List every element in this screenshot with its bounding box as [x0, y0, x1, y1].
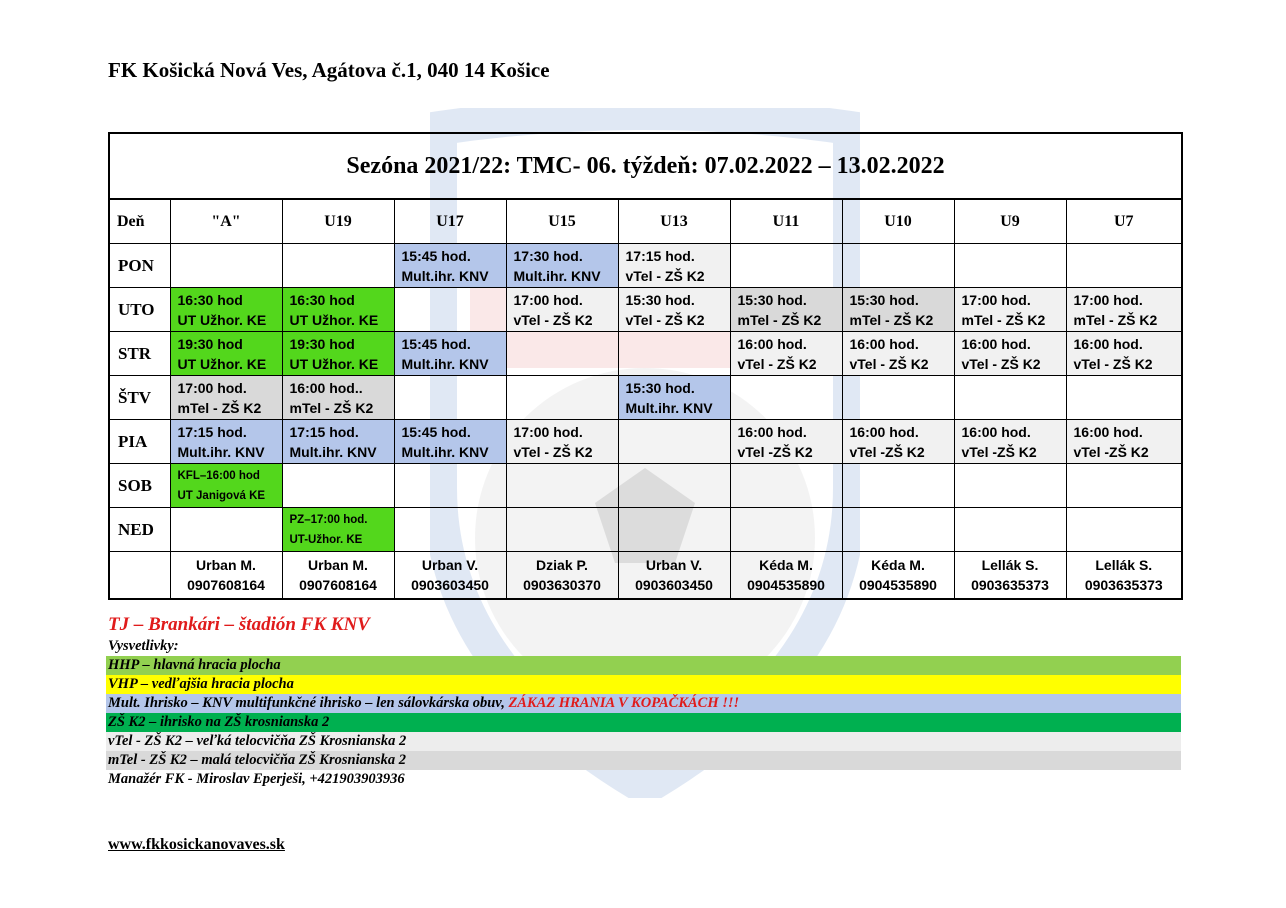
schedule-cell: [954, 376, 1066, 420]
coach-name: Kéda M.: [759, 557, 813, 573]
training-time: 16:00 hod.: [961, 423, 1031, 440]
training-place: Mult.ihr. KNV: [401, 267, 489, 284]
coach-cell: [730, 552, 842, 600]
schedule-cell: [618, 332, 730, 376]
legend-vtel: vTel - ZŠ K2 – veľká telocvičňa ZŠ Krosnianska 2: [106, 732, 1181, 751]
schedule-cell: [1066, 464, 1182, 508]
schedule-cell: [618, 508, 730, 552]
schedule-cell: [1066, 508, 1182, 552]
training-time: 17:30 hod.: [513, 247, 583, 264]
schedule-cell: [730, 376, 842, 420]
training-time: 17:00 hod.: [1073, 291, 1143, 308]
schedule-cell: [842, 332, 954, 376]
schedule-cell: [954, 464, 1066, 508]
training-place: vTel - ZŠ K2: [513, 311, 593, 328]
legend-zs: ZŠ K2 – ihrisko na ZŠ krosnianska 2: [106, 713, 1181, 732]
column-header: U19: [282, 199, 394, 244]
schedule-cell: [842, 464, 954, 508]
day-column-header: Deň: [109, 199, 170, 244]
schedule-title: Sezóna 2021/22: TMC- 06. týždeň: 07.02.2022 – 13.02.2022: [109, 133, 1182, 199]
coach-phone: 0903630370: [523, 577, 601, 593]
schedule-cell: [282, 288, 394, 332]
schedule-row: [109, 464, 1182, 508]
column-header: U11: [730, 199, 842, 244]
training-time: 16:00 hod.: [1073, 423, 1143, 440]
schedule-cell: [1066, 376, 1182, 420]
schedule-cell: [394, 244, 506, 288]
schedule-cell: [506, 244, 618, 288]
schedule-cell: [618, 288, 730, 332]
coach-phone: 0903635373: [971, 577, 1049, 593]
coach-name: Lellák S.: [981, 557, 1039, 573]
coach-name: Urban M.: [308, 557, 368, 573]
coach-cell: [282, 552, 394, 600]
training-place: vTel - ZŠ K2: [625, 267, 705, 284]
training-time: 16:00 hod.: [1073, 335, 1143, 352]
training-time: 17:15 hod.: [625, 247, 695, 264]
schedule-cell: [394, 420, 506, 464]
schedule-cell: [954, 420, 1066, 464]
schedule-cell: [170, 376, 282, 420]
legend-mult: [106, 694, 1181, 713]
training-time: 15:30 hod.: [625, 291, 695, 308]
schedule-cell: [730, 244, 842, 288]
day-label: SOB: [109, 464, 170, 508]
website-link[interactable]: www.fkkosickanovaves.sk: [108, 836, 285, 853]
schedule-cell: [170, 332, 282, 376]
schedule-cell: [170, 508, 282, 552]
coach-phone: 0903603450: [411, 577, 489, 593]
training-time: 17:00 hod.: [513, 423, 583, 440]
training-place: Mult.ihr. KNV: [177, 443, 265, 460]
schedule-cell: [954, 244, 1066, 288]
schedule-row: [109, 288, 1182, 332]
coach-cell: [1066, 552, 1182, 600]
legend-vhp: VHP – vedľajšia hracia plocha: [106, 675, 1181, 694]
schedule-cell: [394, 332, 506, 376]
training-place: vTel - ZŠ K2: [961, 355, 1041, 372]
training-time: 16:00 hod.: [961, 335, 1031, 352]
training-time: KFL–16:00 hod: [177, 469, 260, 482]
schedule-cell: [282, 244, 394, 288]
schedule-cell: [730, 420, 842, 464]
schedule-cell: [394, 508, 506, 552]
schedule-cell: [394, 464, 506, 508]
schedule-row: [109, 420, 1182, 464]
training-place: mTel - ZŠ K2: [849, 311, 934, 328]
schedule-cell: [1066, 244, 1182, 288]
training-place: Mult.ihr. KNV: [625, 399, 713, 416]
training-schedule-table: [108, 132, 1183, 600]
training-place: mTel - ZŠ K2: [289, 399, 374, 416]
training-place: UT Užhor. KE: [177, 355, 267, 372]
coach-cell: [394, 552, 506, 600]
training-time: 15:45 hod.: [401, 335, 471, 352]
coach-phone: 0903603450: [635, 577, 713, 593]
column-header: U10: [842, 199, 954, 244]
legend-manager: Manažér FK - Miroslav Eperješi, +421903903936: [108, 771, 405, 787]
training-time: 16:00 hod.: [737, 335, 807, 352]
schedule-cell: [730, 332, 842, 376]
schedule-cell: [954, 288, 1066, 332]
legend-mult-warning: ZÁKAZ HRANIA V KOPAČKÁCH !!!: [508, 695, 740, 711]
column-header: U13: [618, 199, 730, 244]
schedule-row: [109, 244, 1182, 288]
training-time: 17:00 hod.: [177, 379, 247, 396]
schedule-cell: [954, 508, 1066, 552]
schedule-cell: [506, 420, 618, 464]
training-place: mTel - ZŠ K2: [1073, 311, 1158, 328]
organization-address: FK Košická Nová Ves, Agátova č.1, 040 14 Košice: [108, 58, 550, 82]
training-place: mTel - ZŠ K2: [737, 311, 822, 328]
training-time: 15:30 hod.: [737, 291, 807, 308]
coach-name: Dziak P.: [536, 557, 588, 573]
schedule-cell: [842, 244, 954, 288]
schedule-cell: [170, 420, 282, 464]
schedule-row: [109, 376, 1182, 420]
column-header: U9: [954, 199, 1066, 244]
schedule-cell: [618, 420, 730, 464]
coach-name: Urban M.: [196, 557, 256, 573]
schedule-cell: [506, 376, 618, 420]
schedule-cell: [618, 464, 730, 508]
training-place: UT Užhor. KE: [289, 355, 379, 372]
training-place: UT Janigová KE: [177, 489, 266, 502]
day-label: NED: [109, 508, 170, 552]
training-time: 16:00 hod..: [289, 379, 363, 396]
column-header: "A": [170, 199, 282, 244]
schedule-cell: [842, 420, 954, 464]
training-time: 17:00 hod.: [513, 291, 583, 308]
schedule-cell: [842, 508, 954, 552]
schedule-cell: [282, 508, 394, 552]
schedule-cell: [506, 332, 618, 376]
schedule-cell: [170, 464, 282, 508]
schedule-cell: [394, 376, 506, 420]
column-header: U15: [506, 199, 618, 244]
training-place: vTel - ZŠ K2: [513, 443, 593, 460]
schedule-cell: [282, 420, 394, 464]
training-time: 16:00 hod.: [849, 423, 919, 440]
training-place: vTel -ZŠ K2: [961, 443, 1037, 460]
goalkeepers-note: TJ – Brankári – štadión FK KNV: [108, 614, 370, 635]
training-time: 15:45 hod.: [401, 247, 471, 264]
schedule-cell: [282, 464, 394, 508]
training-time: 16:00 hod.: [849, 335, 919, 352]
training-time: 15:45 hod.: [401, 423, 471, 440]
training-place: vTel - ZŠ K2: [737, 355, 817, 372]
day-label: UTO: [109, 288, 170, 332]
coach-cell: [954, 552, 1066, 600]
training-place: mTel - ZŠ K2: [177, 399, 262, 416]
training-place: vTel - ZŠ K2: [625, 311, 705, 328]
column-header: U7: [1066, 199, 1182, 244]
day-label: PON: [109, 244, 170, 288]
schedule-cell: [618, 376, 730, 420]
schedule-row: [109, 332, 1182, 376]
empty-cell: [109, 552, 170, 600]
coach-cell: [170, 552, 282, 600]
coach-cell: [506, 552, 618, 600]
schedule-cell: [842, 288, 954, 332]
training-time: 17:15 hod.: [177, 423, 247, 440]
training-time: 19:30 hod: [289, 335, 355, 352]
training-time: 15:30 hod.: [625, 379, 695, 396]
schedule-cell: [618, 244, 730, 288]
training-time: 15:30 hod.: [849, 291, 919, 308]
schedule-row: [109, 508, 1182, 552]
coach-cell: [618, 552, 730, 600]
training-place: Mult.ihr. KNV: [401, 443, 489, 460]
training-place: vTel - ZŠ K2: [1073, 355, 1153, 372]
coach-phone: 0907608164: [187, 577, 265, 593]
coach-cell: [842, 552, 954, 600]
training-time: 17:00 hod.: [961, 291, 1031, 308]
schedule-cell: [730, 288, 842, 332]
legend-mult-text: Mult. Ihrisko – KNV multifunkčné ihrisko – len sálovkárska obuv,: [108, 695, 509, 711]
schedule-cell: [954, 332, 1066, 376]
coach-phone: 0907608164: [299, 577, 377, 593]
schedule-cell: [170, 244, 282, 288]
training-time: 16:00 hod.: [737, 423, 807, 440]
training-time: 16:30 hod: [177, 291, 243, 308]
training-place: Mult.ihr. KNV: [289, 443, 377, 460]
coach-phone: 0903635373: [1084, 577, 1163, 593]
legend-hhp: HHP – hlavná hracia plocha: [106, 656, 1181, 675]
legend-mtel: mTel - ZŠ K2 – malá telocvičňa ZŠ Krosnianska 2: [106, 751, 1181, 770]
training-time: PZ–17:00 hod.: [289, 513, 368, 526]
schedule-cell: [506, 508, 618, 552]
training-time: 16:30 hod: [289, 291, 355, 308]
training-place: vTel - ZŠ K2: [849, 355, 929, 372]
day-label: ŠTV: [109, 376, 170, 420]
schedule-cell: [394, 288, 506, 332]
legend-title: Vysvetlivky:: [108, 638, 179, 654]
training-place: vTel -ZŠ K2: [849, 443, 925, 460]
schedule-cell: [282, 376, 394, 420]
schedule-cell: [842, 376, 954, 420]
coach-phone: 0904535890: [859, 577, 937, 593]
schedule-cell: [506, 464, 618, 508]
day-label: STR: [109, 332, 170, 376]
day-label: PIA: [109, 420, 170, 464]
training-place: Mult.ihr. KNV: [513, 267, 601, 284]
schedule-cell: [1066, 288, 1182, 332]
coach-name: Urban V.: [421, 557, 479, 573]
schedule-cell: [282, 332, 394, 376]
schedule-cell: [730, 508, 842, 552]
training-place: vTel -ZŠ K2: [737, 443, 813, 460]
coach-name: Lellák S.: [1095, 557, 1153, 573]
schedule-cell: [506, 288, 618, 332]
schedule-cell: [1066, 420, 1182, 464]
training-time: 19:30 hod: [177, 335, 243, 352]
training-place: UT Užhor. KE: [177, 311, 267, 328]
column-header: U17: [394, 199, 506, 244]
coach-name: Urban V.: [645, 557, 703, 573]
coaches-row: [109, 552, 1182, 600]
schedule-cell: [730, 464, 842, 508]
training-place: mTel - ZŠ K2: [961, 311, 1046, 328]
training-place: vTel -ZŠ K2: [1073, 443, 1149, 460]
training-place: Mult.ihr. KNV: [401, 355, 489, 372]
schedule-cell: [1066, 332, 1182, 376]
coach-phone: 0904535890: [747, 577, 825, 593]
training-time: 17:15 hod.: [289, 423, 359, 440]
coach-name: Kéda M.: [871, 557, 925, 573]
schedule-cell: [170, 288, 282, 332]
legend: [106, 637, 1181, 789]
training-place: UT Užhor. KE: [289, 311, 379, 328]
training-place: UT-Užhor. KE: [289, 533, 363, 546]
